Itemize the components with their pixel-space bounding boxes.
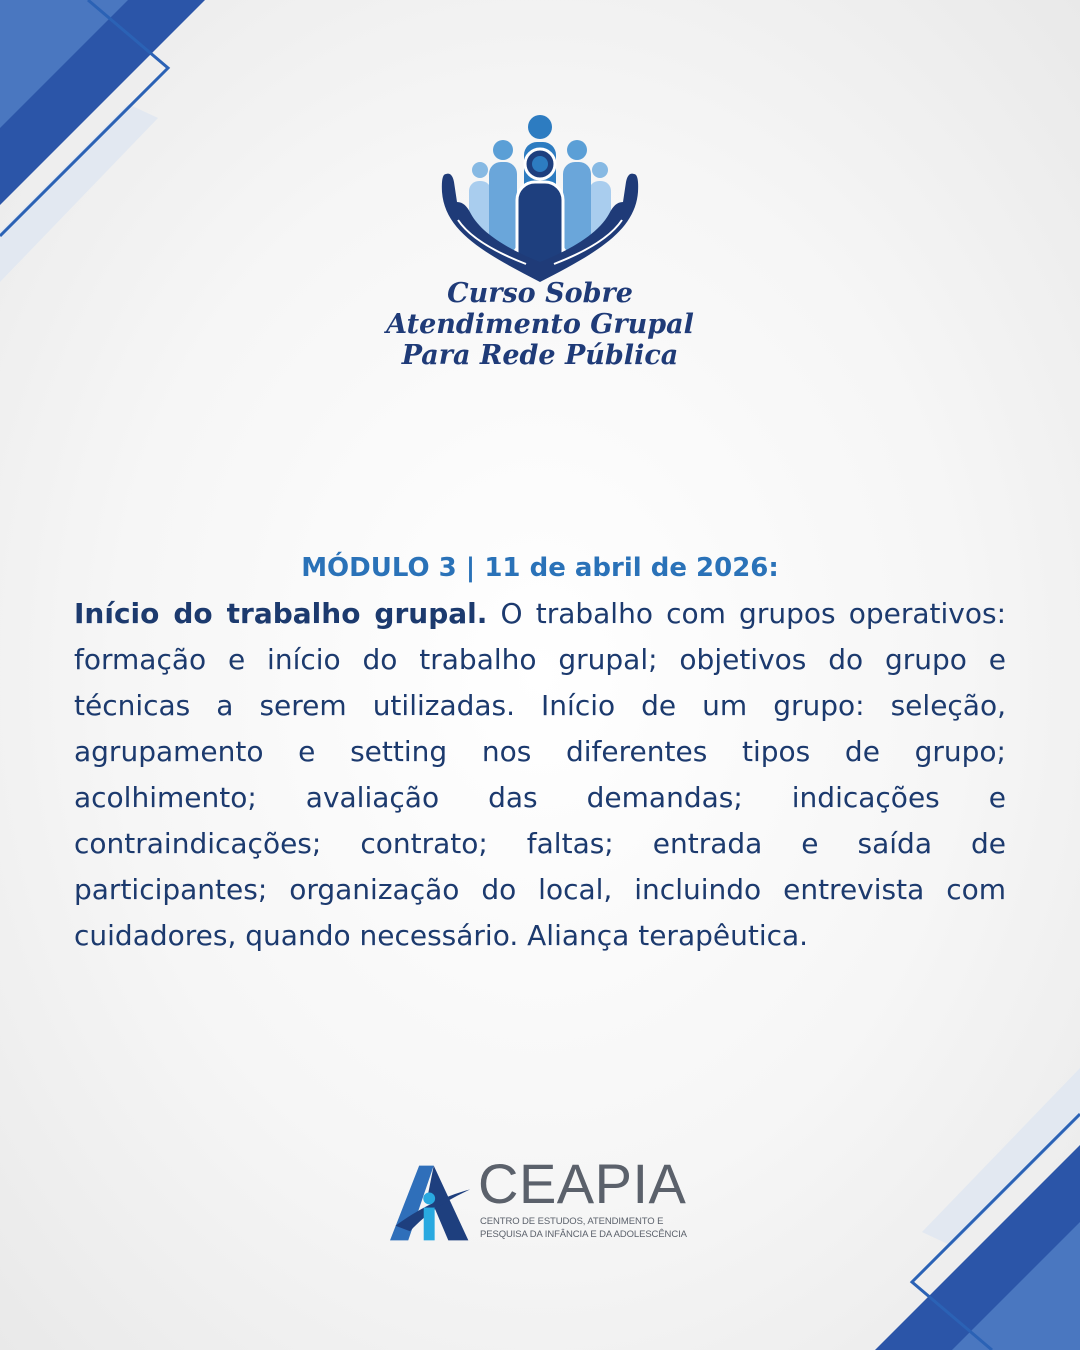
- course-logo-title: [340, 278, 740, 371]
- top-left-corner-decoration: [0, 0, 205, 282]
- module-lead: Início do trabalho grupal.: [74, 597, 488, 630]
- module-description: [74, 591, 1006, 959]
- module-body-text: O trabalho com grupos operativos: formação e início do trabalho grupal; objetivos do grupo e técnicas a serem utilizadas. Início de um grupo: seleção, agrupamento e setting nos diferentes tipos de grupo; acolhimento; avaliação das demandas; indicações e contraindicações; contrato; faltas; entrada e saída de participantes; organização do local, incluindo entrevista com cuidadores, quando necessário. Aliança terapêutica.: [74, 597, 1007, 952]
- logo-title-line-3: Para Rede Pública: [401, 340, 679, 371]
- logo-title-line-2: Atendimento Grupal: [386, 309, 694, 340]
- module-content: [74, 545, 1006, 959]
- ceapia-tagline-line-1: CENTRO DE ESTUDOS, ATENDIMENTO E: [480, 1216, 664, 1227]
- logo-title-line-1: Curso Sobre: [447, 278, 633, 309]
- hands-holding-people-icon: [440, 112, 640, 282]
- ceapia-logo: [390, 1152, 700, 1250]
- ceapia-a-icon: [390, 1162, 472, 1244]
- ceapia-tagline-line-2: PESQUISA DA INFÂNCIA E DA ADOLESCÊNCIA: [480, 1229, 687, 1240]
- bottom-right-corner-decoration: [875, 1068, 1080, 1350]
- module-heading: MÓDULO 3 | 11 de abril de 2026:: [301, 553, 779, 583]
- ceapia-name: CEAPIA: [478, 1152, 687, 1215]
